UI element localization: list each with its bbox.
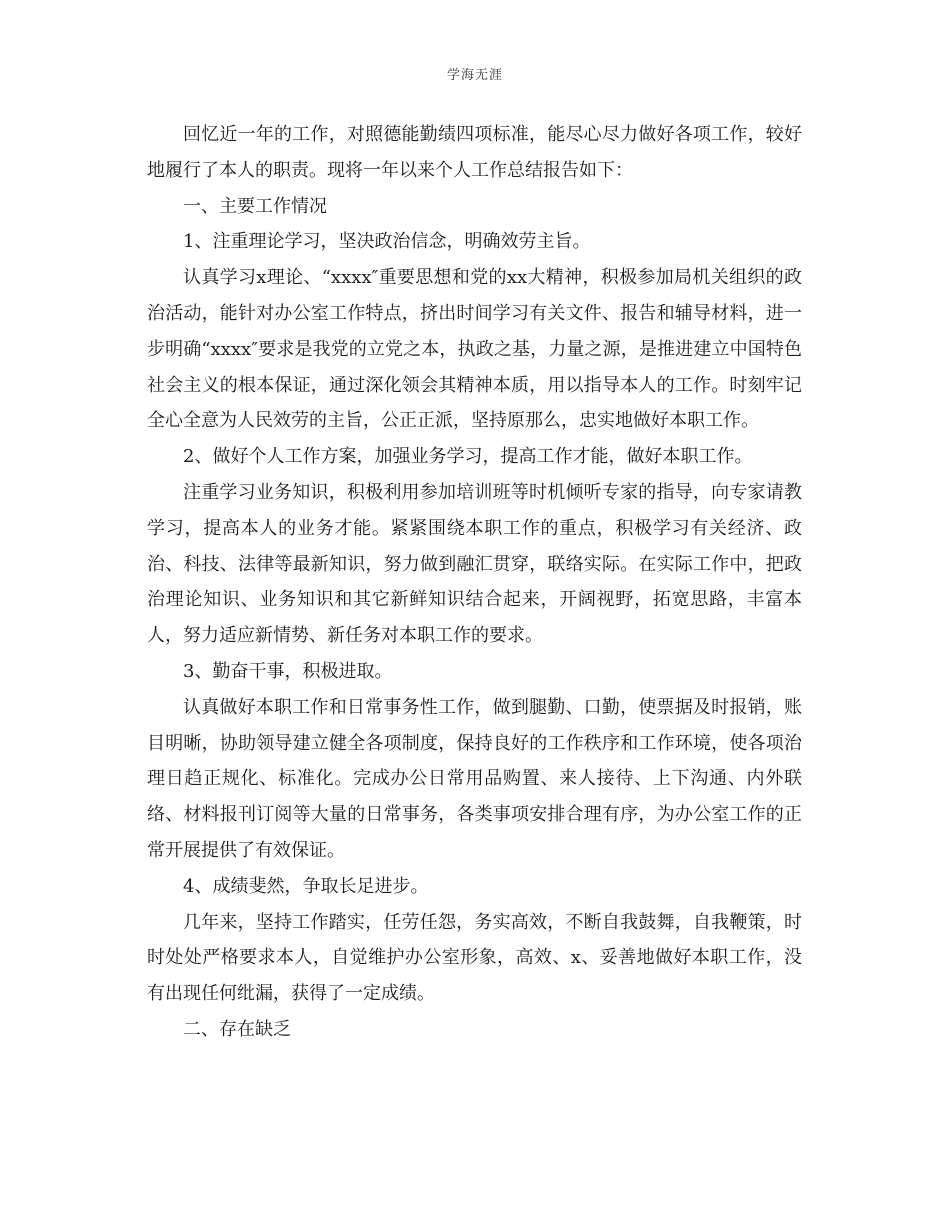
paragraph-business-study: 注重学习业务知识，积极利用参加培训班等时机倾听专家的指导，向专家请教学习，提高本人的业务才能。紧紧围绕本职工作的重点，积极学习有关经济、政治、科技、法律等最新知识，努力做到融汇贯穿，联络实际。在实际工作中，把政治理论知识、业务知识和其它新鲜知识结合起来，开阔视野，拓宽思路，丰富本人，努力适应新情势、新任务对本职工作的要求。 bbox=[147, 481, 802, 647]
subheading-achievements: 4、成绩斐然，争取长足进步。 bbox=[183, 875, 429, 897]
section-heading-main-work: 一、主要工作情况 bbox=[183, 195, 327, 217]
section-heading-shortcomings: 二、存在缺乏 bbox=[183, 1018, 291, 1040]
paragraph-diligence: 认真做好本职工作和日常事务性工作，做到腿勤、口勤，使票据及时报销，账目明晰，协助领导建立健全各项制度，保持良好的工作秩序和工作环境，使各项治理日趋正规化、标准化。完成办公日常用品购置、来人接待、上下沟通、内外联络、材料报刊订阅等大量的日常事务，各类事项安排合理有序，为办公室工作的正常开展提供了有效保证。 bbox=[147, 696, 802, 861]
subheading-theory-study: 1、注重理论学习，坚决政治信念，明确效劳主旨。 bbox=[183, 231, 591, 253]
page-header: 学海无涯 bbox=[446, 68, 503, 83]
intro-paragraph: 回忆近一年的工作，对照德能勤绩四项标准，能尽心尽力做好各项工作，较好地履行了本人的职责。现将一年以来个人工作总结报告如下： bbox=[147, 124, 802, 181]
subheading-diligence: 3、勤奋干事，积极进取。 bbox=[183, 660, 393, 682]
paragraph-theory-study: 认真学习x理论、“xxxx″重要思想和党的xx大精神，积极参加局机关组织的政治活动，能针对办公室工作特点，挤出时间学习有关文件、报告和辅导材料，进一步明确“xxxx″要求是我党的立党之本，执政之基，力量之源，是推进建立中国特色社会主义的根本保证，通过深化领会其精神本质，用以指导本人的工作。时刻牢记全心全意为人民效劳的主旨，公正正派，坚持原那么，忠实地做好本职工作。 bbox=[147, 267, 802, 432]
paragraph-achievements: 几年来，坚持工作踏实，任劳任怨，务实高效，不断自我鼓舞，自我鞭策，时时处处严格要求本人，自觉维护办公室形象，高效、x、妥善地做好本职工作，没有出现任何纰漏，获得了一定成绩。 bbox=[147, 911, 802, 1005]
document-body bbox=[147, 117, 802, 1048]
subheading-business-study: 2、做好个人工作方案，加强业务学习，提高工作才能，做好本职工作。 bbox=[183, 446, 753, 468]
